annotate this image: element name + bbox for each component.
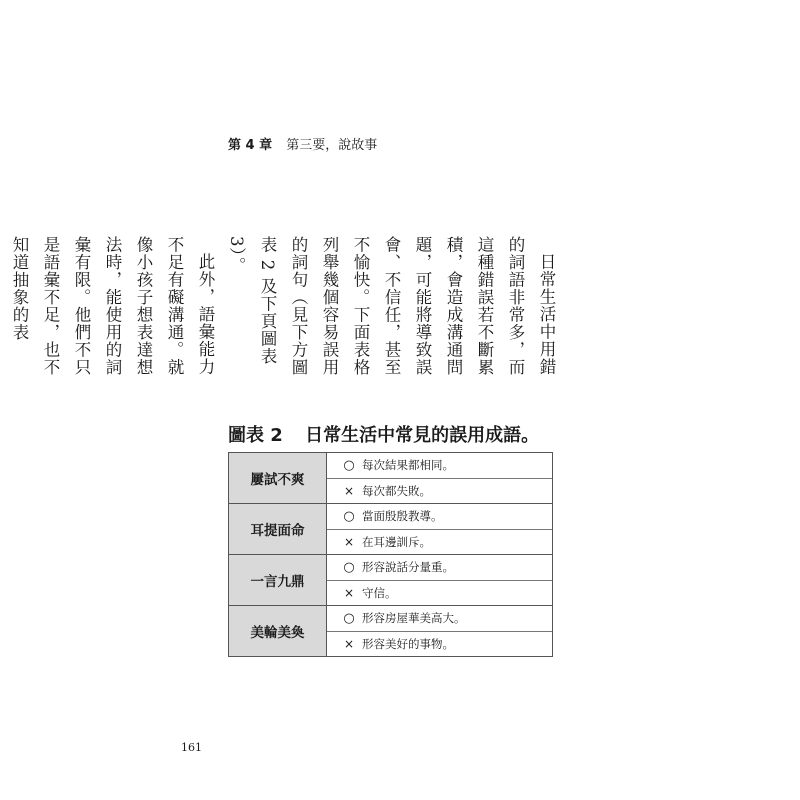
idiom-cell: 美輪美奐 xyxy=(229,606,327,656)
wrong-meaning xyxy=(327,529,552,555)
idiom-cell: 一言九鼎 xyxy=(229,555,327,605)
page-number: 161 xyxy=(181,741,202,754)
chapter-number: 第 4 章 xyxy=(228,138,273,153)
wrong-meaning xyxy=(327,631,552,657)
wrong-meaning xyxy=(327,580,552,606)
circle-icon: ○ xyxy=(343,610,355,626)
correct-meaning xyxy=(327,453,552,478)
wrong-meaning-text: 在耳邊訓斥。 xyxy=(362,534,431,549)
correct-meaning-text: 每次結果都相同。 xyxy=(362,458,454,473)
correct-meaning xyxy=(327,606,552,631)
running-header xyxy=(228,134,377,153)
correct-meaning xyxy=(327,555,552,580)
cross-icon: × xyxy=(343,636,355,651)
table-row xyxy=(229,605,552,656)
idiom-cell: 屢試不爽 xyxy=(229,453,327,503)
wrong-meaning-text: 形容美好的事物。 xyxy=(362,636,454,651)
wrong-meaning xyxy=(327,478,552,504)
cross-icon: × xyxy=(343,534,355,549)
body-text xyxy=(10,236,562,386)
correct-meaning-text: 形容房屋華美高大。 xyxy=(362,611,466,626)
wrong-meaning-text: 守信。 xyxy=(362,585,397,600)
paragraph-1: 日常生活中用錯的詞語非常多，而這種錯誤若不斷累積，會造成溝通問題，可能將導致誤會、不信任，甚至不愉快。下面表格列舉幾個容易誤用的詞句（見下方圖表 2 及下頁圖表 3）。 xyxy=(227,236,556,376)
table-row xyxy=(229,453,552,503)
wrong-meaning-text: 每次都失敗。 xyxy=(362,483,431,498)
cross-icon: × xyxy=(343,585,355,600)
figure-label: 圖表 2 xyxy=(228,425,283,446)
table-row xyxy=(229,503,552,554)
correct-meaning-text: 當面殷殷教導。 xyxy=(362,509,443,524)
chapter-title: 第三要，說故事 xyxy=(286,138,378,153)
figure-caption xyxy=(228,421,539,447)
figure-title: 日常生活中常見的誤用成語。 xyxy=(305,425,540,446)
correct-meaning xyxy=(327,504,552,529)
correct-meaning-text: 形容說話分量重。 xyxy=(362,560,454,575)
table-row xyxy=(229,554,552,605)
cross-icon: × xyxy=(343,483,355,498)
circle-icon: ○ xyxy=(343,508,355,524)
idiom-cell: 耳提面命 xyxy=(229,504,327,554)
circle-icon: ○ xyxy=(343,457,355,473)
idiom-table xyxy=(228,452,553,657)
paragraph-2: 此外，語彙能力不足有礙溝通。就像小孩子想表達想法時，能使用的詞彙有限。他們不只是語彙不足，也不知道抽象的表 xyxy=(10,236,215,376)
circle-icon: ○ xyxy=(343,559,355,575)
